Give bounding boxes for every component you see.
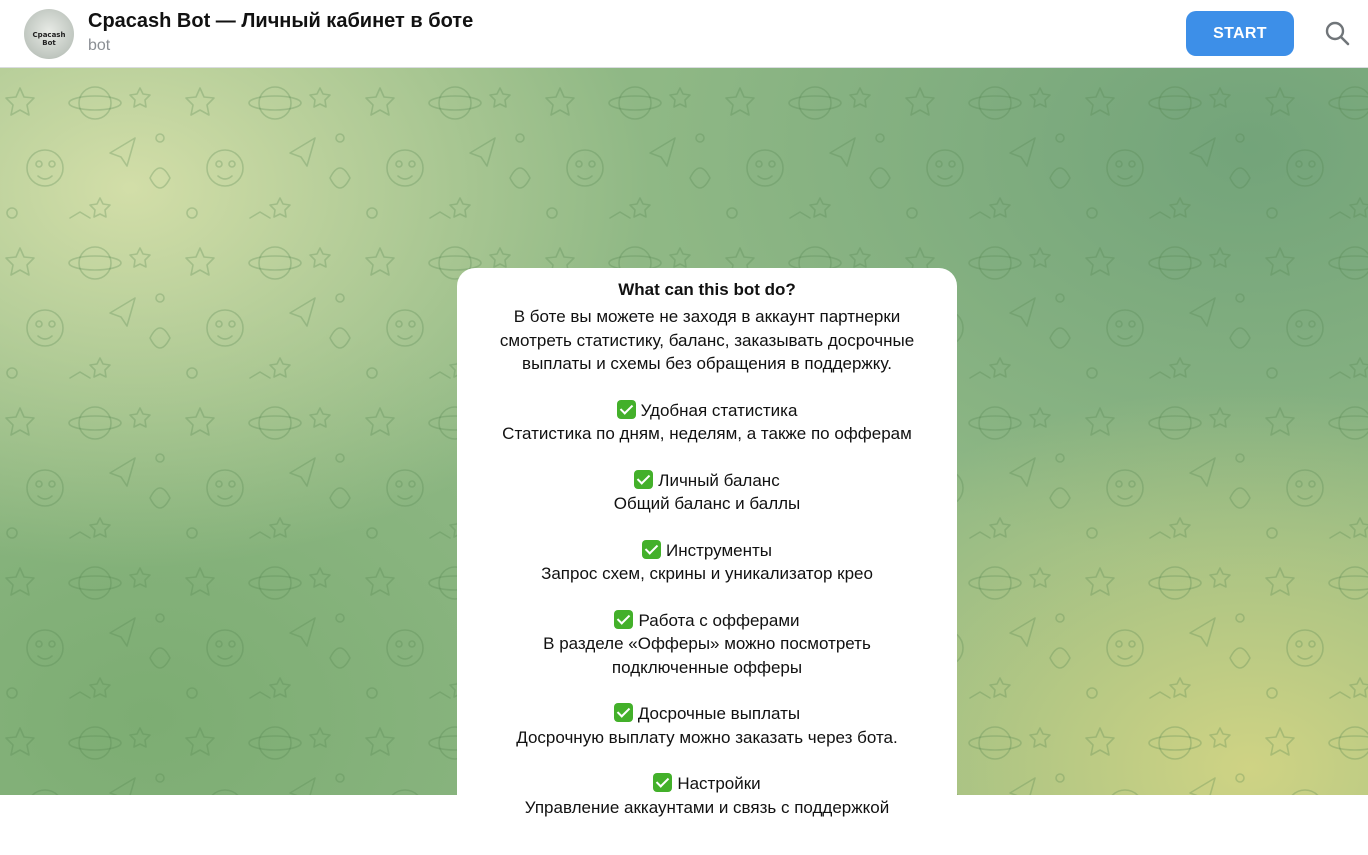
feature-description: Общий баланс и баллы [613,494,801,513]
chat-subtitle: bot [88,37,111,54]
check-mark-icon [642,540,661,559]
feature-item [457,539,957,586]
feature-title: Досрочные выплаты [637,704,801,723]
feature-description: Управление аккаунтами и связь с поддержкой [524,797,890,817]
feature-title-row [457,469,957,493]
check-mark-icon [653,773,672,792]
start-button[interactable]: START [1186,11,1294,56]
feature-title-row [457,539,957,563]
feature-title: Удобная статистика [640,400,798,420]
check-mark-icon [614,703,633,722]
bot-description-intro: В боте вы можете не заходя в аккаунт партнерки смотреть статистику, баланс, заказывать досрочные выплаты и схемы без обращения в поддержку. [499,307,915,373]
bot-description-title: What can this bot do? [618,280,796,299]
feature-item [457,469,957,516]
feature-description: Досрочную выплату можно заказать через бота. [516,727,898,747]
bot-description-card [457,268,957,855]
search-button[interactable] [1320,16,1354,50]
feature-title: Настройки [677,774,761,793]
chat-title: Cpacash Bot — Личный кабинет в боте [88,10,474,32]
feature-title-row [457,609,957,633]
chat-header [0,0,1368,68]
chat-title-block[interactable] [88,8,473,57]
feature-title: Личный баланс [658,470,780,490]
search-icon [1320,16,1354,50]
feature-item [457,772,957,819]
avatar-logo-text: Cpacash Bot [32,31,66,47]
feature-item [457,609,957,680]
feature-description: В разделе «Офферы» можно посмотреть подключенные офферы [543,634,871,677]
feature-title-row [457,772,957,796]
feature-item [457,702,957,749]
chat-background [0,68,1368,817]
check-mark-icon [634,470,653,489]
feature-description: Запрос схем, скрины и уникализатор крео [541,564,873,583]
feature-title: Инструменты [665,540,772,560]
bot-avatar[interactable] [24,9,74,59]
feature-item [457,399,957,446]
feature-title-row [457,702,957,726]
feature-title: Работа с офферами [638,610,800,630]
check-mark-icon [614,610,633,629]
feature-title-row [457,399,957,423]
check-mark-icon [617,400,636,419]
feature-description: Статистика по дням, неделям, а также по офферам [502,424,912,443]
